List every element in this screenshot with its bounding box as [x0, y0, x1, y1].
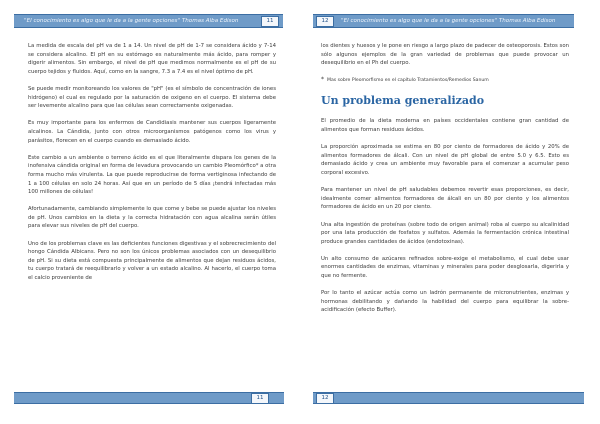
page-footer [313, 392, 584, 404]
paragraph: los dientes y huesos y le pone en riesgo a largo plazo de padecer de osteoporosis. Estos son sólo algunos ejemplos de la gran variedad de problemas que puede provocar un desequilibrio en el Ph del cuerpo. [321, 43, 569, 67]
right-page [300, 0, 600, 424]
header-page-number: 11 [261, 16, 279, 27]
footer-page-number: 11 [251, 393, 269, 404]
page-header [14, 14, 283, 28]
paragraph: Una alta ingestión de proteínas (sobre todo de origen animal) roba al cuerpo su alcalinidad por una lata producción de fosfatos y sulfatos. Además la fermentación crónica intestinal produce grandes cantidades de ácidos (endotoxinas). [321, 221, 569, 245]
paragraph: El promedio de la dieta moderna en países occidentales contiene gran cantidad de alimentos que forman residuos ácidos. [321, 118, 569, 133]
left-page-body [28, 42, 276, 291]
paragraph: Para mantener un nivel de pH saludables debemos revertir esas proporciones, es decir, idealmente comer alimentos formadores de álcali en un 80 por ciento y los alimentos formadores de ácido en un 20 por ciento. [321, 187, 569, 211]
paragraph: Por lo tanto el azúcar actúa como un ladrón permanente de micronutrientes, enzimas y hormonas debilitando y dañando la habilidad del cuerpo para equilibrar la sobre-acidificación (efecto Buffer). [321, 290, 569, 314]
header-page-number: 12 [316, 16, 334, 27]
paragraph: La medida de escala del pH va de 1 a 14. Un nivel de pH de 1-7 se considera ácido y 7-14 se considera alcalino. El pH en su estómago es naturalmente más ácido, para romper y digerir alimentos. Sin embargo, el nivel de pH que medimos normalmente es el pH de su cuerpo tejidos y fluidos. Aquí, como en la sangre, 7.3 a 7.4 es el nivel óptimo de pH. [28, 43, 276, 75]
footnote [321, 76, 569, 84]
section-heading: Un problema generalizado [321, 94, 485, 108]
paragraph: Afortunadamente, cambiando simplemente lo que come y bebe se puede ajustar los niveles de pH. Unos cambios en la dieta y la correcta hidratación con agua alcalina serán útiles para elevar sus niveles de pH del cuerpo. [28, 206, 276, 230]
header-quote: "El conocimiento es algo que le da a la gente opciones" Thomas Alba Edison [24, 18, 239, 24]
paragraph: Uno de los problemas clave es las deficientes funciones digestivas y el sobrecrecimiento del hongo Cándida Albicans. Pero no son los únicos problemas asociados con un desequilibrio de pH. Si su dieta está compuesta principalmente de alimentos que dejan residuos ácidos, tu cuerpo tratará de reequilibrarlo y volver a un estado alcalino. Al hacerlo, el cuerpo toma el calcio proveniente de [28, 240, 276, 282]
paragraph: Este cambio a un ambiente o terreno ácido es el que literalmente dispara los genes de la inofensiva cándida original en forma de levadura provocando un cambio Pleomórfico* a otra forma mucho más virulenta. La que puede reproducirse de forma vertiginosa infectando de 1 a 100 células en solo 24 horas. Así que en un período de 5 días ¡tendrá infectadas más 100 millones de células! [28, 154, 276, 196]
footnote-text: Mas sobre Pleomorfismo en el capítulo Tratamientos/Remedios Sanum [327, 78, 489, 84]
header-quote: "El conocimiento es algo que le da a la gente opciones" Thomas Alba Edison [341, 18, 556, 24]
paragraph: Es muy importante para los enfermos de Candidiasis mantener sus cuerpos ligeramente alcalinos. La Cándida, junto con otros microorganismos patógenos como los virus y parásitos, florecen en el cuerpo cuando es demasiado ácido. [28, 120, 276, 144]
paragraph: Un alto consumo de azúcares refinados sobre-exige el metabolismo, el cual debe usar enormes cantidades de enzimas, vitaminas y minerales para poder desglosarla, digerirla y que no fermente. [321, 255, 569, 280]
right-page-body [321, 42, 569, 324]
footnote-marker: * [321, 76, 324, 84]
page-header [313, 14, 574, 28]
paragraph: La proporción aproximada se estima en 80 por ciento de formadores de ácido y 20% de alimentos formadores de álcali. Con un nivel de pH global de entre 5.0 y 6.5. Esto es demasiado ácido y crea un ambiente muy favorable para el comenzar a acumular peso corporal excesivo. [321, 144, 569, 176]
paragraph: Se puede medir monitoreando los valores de "pH" (es el símbolo de concentración de iones hidrógeno) el cual es regulado por la saturación de oxigeno en el cuerpo. El sistema debe ser levemente alcalino para que las células sean correctamente oxigenadas. [28, 85, 276, 110]
footer-page-number: 12 [316, 393, 334, 404]
page-footer [14, 392, 284, 404]
